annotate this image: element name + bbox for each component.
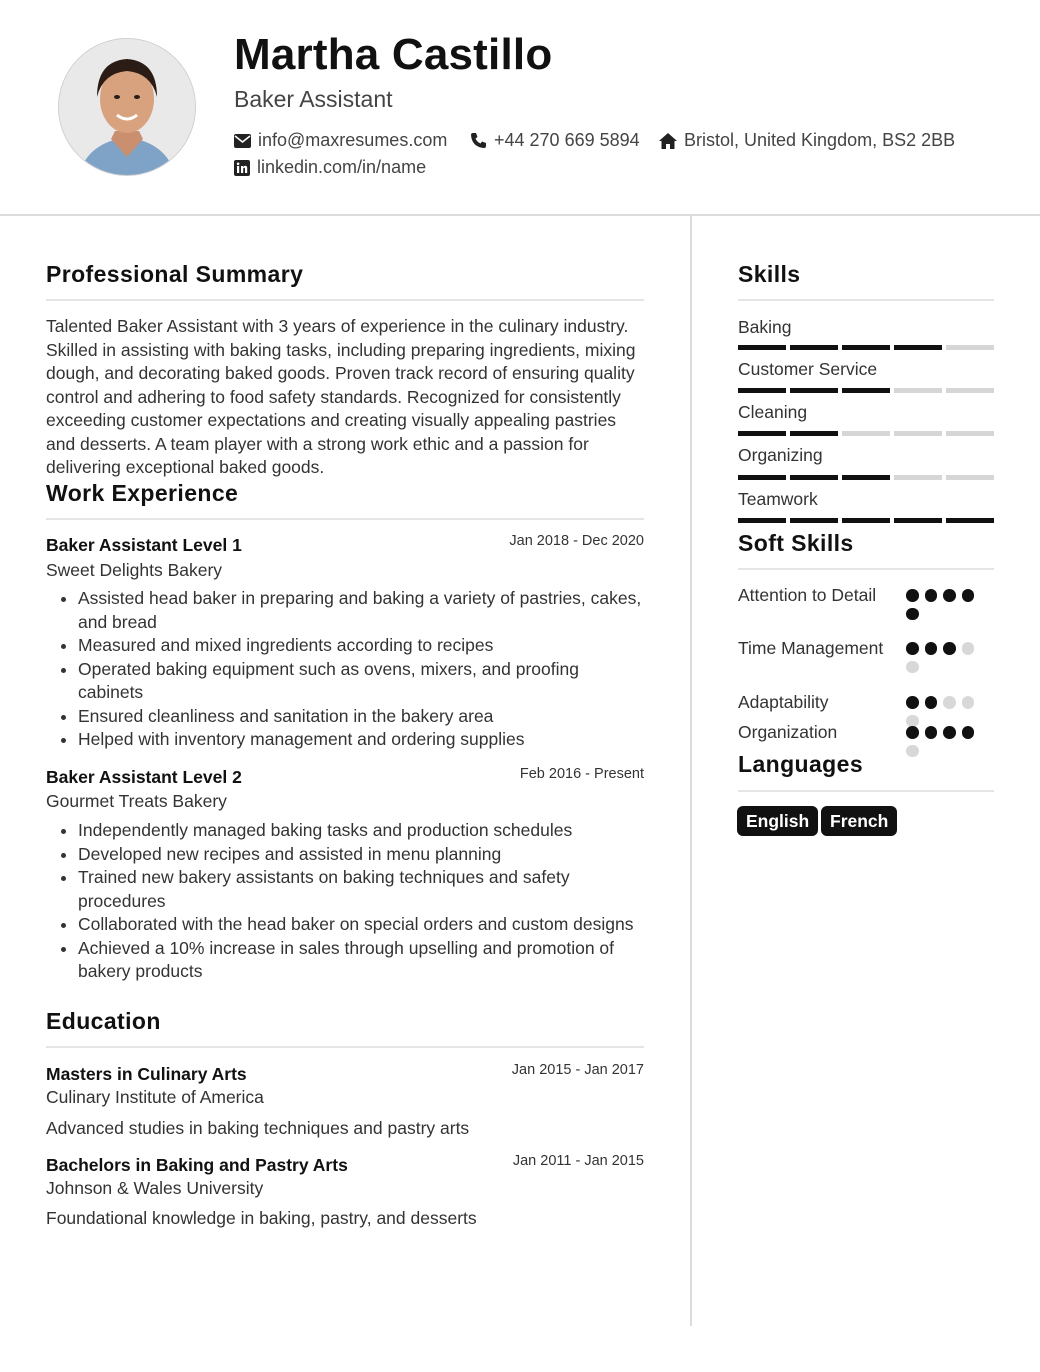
degree-title: Masters in Culinary Arts	[46, 1064, 247, 1084]
job-company: Sweet Delights Bakery	[46, 560, 223, 580]
soft-skill-dot	[906, 661, 919, 674]
skill-level-bar	[738, 475, 994, 480]
soft-skill-dots	[906, 642, 980, 673]
skill-level-bar	[738, 431, 994, 436]
skill-level-segment	[894, 475, 942, 480]
skill-level-bar	[738, 518, 994, 523]
languages-heading: Languages	[738, 751, 864, 777]
soft-skill-name: Organization	[738, 722, 838, 742]
profile-photo	[58, 38, 196, 176]
skill-level-segment	[842, 345, 890, 350]
skill-level-segment	[894, 431, 942, 436]
skill-level-segment	[738, 431, 786, 436]
skills-divider	[738, 299, 994, 301]
skill-level-segment	[894, 518, 942, 523]
job-bullet: • Developed new recipes and assisted in menu planning	[78, 843, 646, 867]
skill-level-bar	[738, 388, 994, 393]
skill-level-segment	[842, 475, 890, 480]
candidate-title: Baker Assistant	[234, 86, 393, 112]
experience-divider	[46, 518, 644, 520]
address-contact	[659, 130, 955, 151]
soft-skill-dot	[906, 608, 919, 621]
degree-dates: Jan 2015 - Jan 2017	[511, 1062, 644, 1078]
summary-text: Talented Baker Assistant with 3 years of experience in the culinary industry. Skilled in assisting with baking tasks, including preparing ingredients, mixing dough, and decorating baked goods. Proven track record of ensuring quality control and adhering to food safety standards. Recognized for consistently exceeding customer expectations and creating visually appealing pastries and desserts. A team player with a strong work ethic and a passion for delivering exceptional baked goods.	[46, 316, 636, 477]
summary-divider	[46, 299, 644, 301]
skill-name: Baking	[738, 317, 792, 337]
soft-skill-dot	[906, 589, 919, 602]
skill-level-segment	[790, 345, 838, 350]
soft-skill-dot	[906, 642, 919, 655]
resume-header	[0, 0, 1040, 216]
job-dates: Feb 2016 - Present	[519, 766, 644, 782]
soft-skill-dots	[906, 696, 980, 727]
skill-name: Teamwork	[738, 489, 818, 509]
soft-skill-dot	[962, 642, 975, 655]
job-bullet: • Assisted head baker in preparing and baking a variety of pastries, cakes, and bread	[78, 587, 646, 634]
skill-level-segment	[738, 518, 786, 523]
job-bullet: • Helped with inventory management and ordering supplies	[78, 728, 646, 752]
skill-level-segment	[790, 518, 838, 523]
skill-level-segment	[894, 345, 942, 350]
school-name: Johnson & Wales University	[46, 1178, 264, 1198]
skill-level-segment	[946, 345, 994, 350]
languages-divider	[738, 790, 994, 792]
skill-name: Cleaning	[738, 402, 808, 422]
soft-skill-dot	[925, 696, 938, 709]
degree-description: Advanced studies in baking techniques and pastry arts	[46, 1118, 470, 1138]
language-badge: French	[821, 806, 897, 836]
linkedin-contact[interactable]	[234, 157, 426, 178]
skill-level-segment	[894, 388, 942, 393]
column-divider	[690, 216, 692, 1326]
soft-skill-dots	[906, 589, 980, 620]
language-badge: English	[737, 806, 818, 836]
degree-dates: Jan 2011 - Jan 2015	[512, 1153, 644, 1169]
skill-level-segment	[738, 475, 786, 480]
job-bullet: • Operated baking equipment such as ovens, mixers, and proofing cabinets	[78, 658, 646, 705]
skill-level-segment	[842, 431, 890, 436]
phone-icon	[470, 132, 487, 149]
skill-level-segment	[790, 431, 838, 436]
soft-skill-name: Time Management	[738, 638, 884, 658]
soft-skill-dot	[906, 745, 919, 758]
soft-skill-dot	[925, 642, 938, 655]
linkedin-text: linkedin.com/in/name	[257, 157, 427, 177]
address-text: Bristol, United Kingdom, BS2 2BB	[684, 130, 956, 150]
skill-level-segment	[946, 518, 994, 523]
job-title: Baker Assistant Level 2	[46, 767, 242, 787]
skill-level-bar	[738, 345, 994, 350]
linkedin-icon	[234, 160, 250, 176]
soft-skills-heading: Soft Skills	[738, 530, 854, 556]
job-title: Baker Assistant Level 1	[46, 535, 242, 555]
skill-level-segment	[790, 475, 838, 480]
soft-skill-dot	[943, 642, 956, 655]
skill-level-segment	[790, 388, 838, 393]
soft-skill-dot	[906, 696, 919, 709]
education-divider	[46, 1046, 644, 1048]
envelope-icon	[234, 134, 251, 148]
job-bullet: • Achieved a 10% increase in sales through upselling and promotion of bakery products	[78, 937, 646, 984]
soft-skill-name: Attention to Detail	[738, 585, 877, 605]
email-contact[interactable]	[234, 130, 447, 151]
job-bullet: • Trained new bakery assistants on baking techniques and safety procedures	[78, 866, 646, 913]
skill-name: Customer Service	[738, 359, 878, 379]
skill-level-segment	[842, 518, 890, 523]
skill-name: Organizing	[738, 445, 823, 465]
soft-skills-divider	[738, 568, 994, 570]
soft-skill-name: Adaptability	[738, 692, 829, 712]
job-bullet: • Independently managed baking tasks and production schedules	[78, 819, 646, 843]
degree-description: Foundational knowledge in baking, pastry, and desserts	[46, 1208, 477, 1228]
soft-skill-dot	[906, 726, 919, 739]
skills-heading: Skills	[738, 261, 801, 287]
soft-skill-dot	[962, 726, 975, 739]
degree-title: Bachelors in Baking and Pastry Arts	[46, 1155, 348, 1175]
summary-heading: Professional Summary	[46, 261, 304, 287]
phone-text: +44 270 669 5894	[494, 130, 640, 150]
job-company: Gourmet Treats Bakery	[46, 791, 227, 811]
job-bullet: • Collaborated with the head baker on special orders and custom designs	[78, 913, 646, 937]
phone-contact[interactable]	[470, 130, 640, 151]
soft-skill-dot	[962, 696, 975, 709]
skill-level-segment	[946, 431, 994, 436]
skill-level-segment	[842, 388, 890, 393]
soft-skill-dot	[925, 589, 938, 602]
job-bullets	[46, 819, 646, 984]
skill-level-segment	[738, 345, 786, 350]
soft-skill-dot	[943, 726, 956, 739]
skill-level-segment	[946, 475, 994, 480]
job-bullet: • Ensured cleanliness and sanitation in the bakery area	[78, 705, 646, 729]
soft-skill-dot	[962, 589, 975, 602]
job-bullets	[46, 587, 646, 752]
home-icon	[659, 133, 677, 149]
soft-skill-dot	[925, 726, 938, 739]
skill-level-segment	[738, 388, 786, 393]
job-dates: Jan 2018 - Dec 2020	[509, 533, 644, 549]
soft-skill-dots	[906, 726, 980, 757]
candidate-name: Martha Castillo	[234, 30, 553, 79]
job-bullet: • Measured and mixed ingredients according to recipes	[78, 634, 646, 658]
soft-skill-dot	[943, 696, 956, 709]
skill-level-segment	[946, 388, 994, 393]
education-heading: Education	[46, 1008, 161, 1034]
school-name: Culinary Institute of America	[46, 1087, 264, 1107]
soft-skill-dot	[943, 589, 956, 602]
experience-heading: Work Experience	[46, 480, 239, 506]
email-text: info@maxresumes.com	[258, 130, 448, 150]
